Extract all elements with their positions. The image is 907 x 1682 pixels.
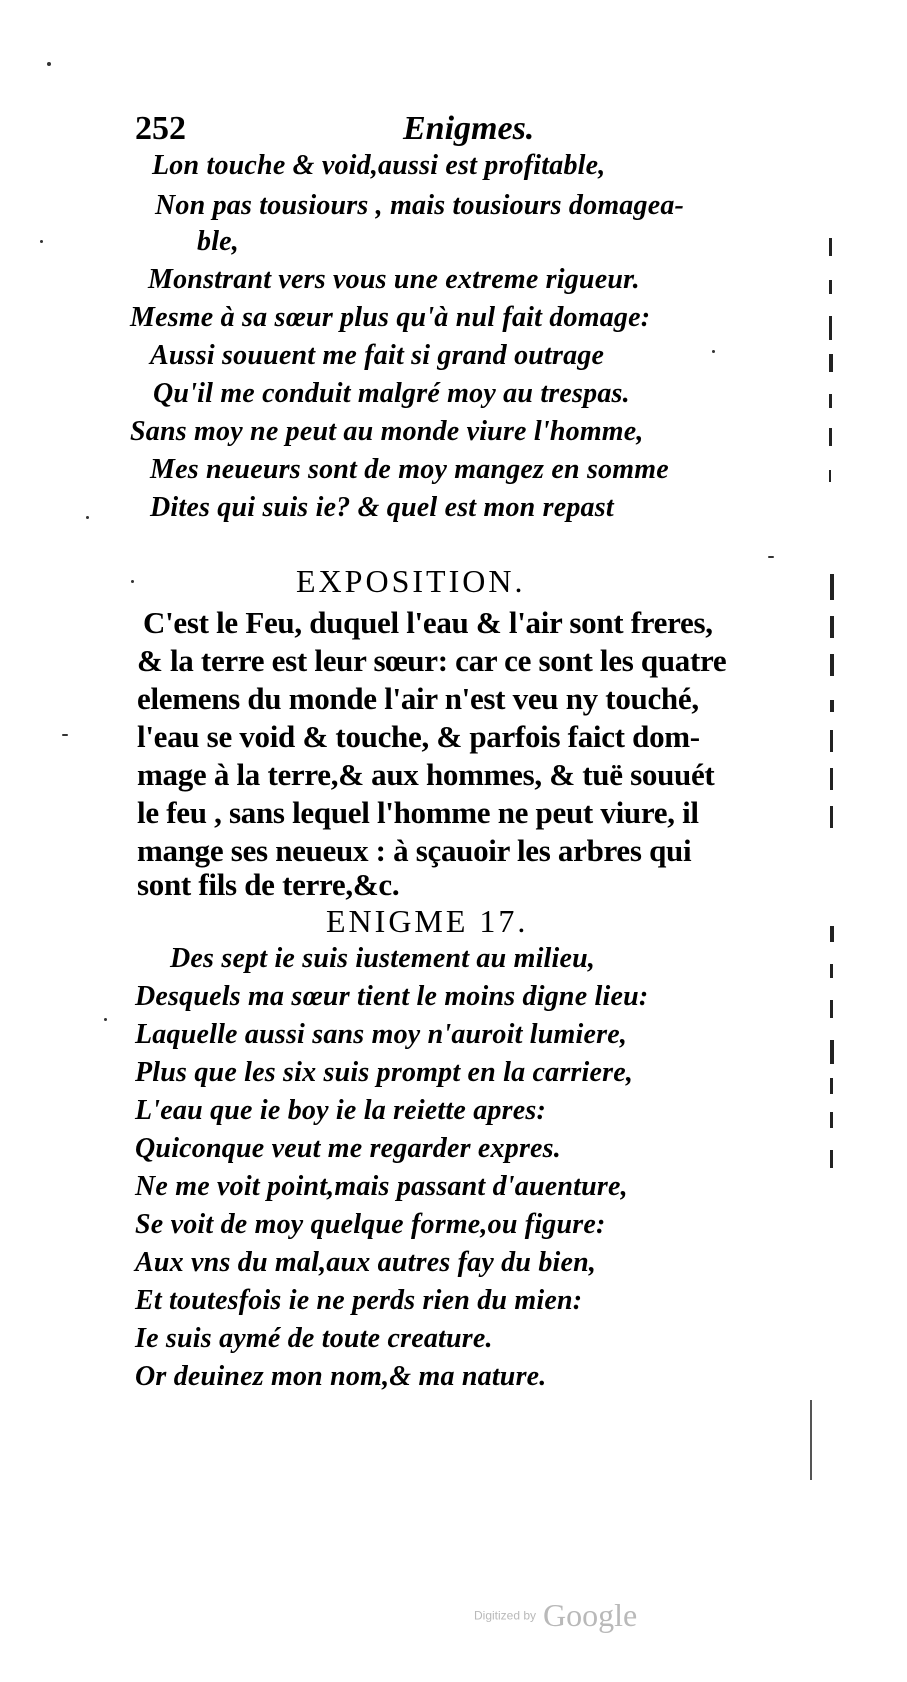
bleed-through-mark bbox=[830, 574, 834, 600]
verse-line: Et toutesfois ie ne perds rien du mien: bbox=[135, 1285, 583, 1316]
bleed-through-mark bbox=[829, 354, 833, 372]
bleed-through-mark bbox=[830, 1078, 833, 1094]
verse-line: Aussi souuent me fait si grand outrage bbox=[150, 340, 605, 371]
verse-line: Lon touche & void,aussi est profitable, bbox=[152, 150, 606, 181]
verse-line: Se voit de moy quelque forme,ou figure: bbox=[135, 1209, 606, 1240]
bleed-through-mark bbox=[830, 616, 834, 638]
verse-line: L'eau que ie boy ie la reiette apres: bbox=[135, 1095, 546, 1126]
prose-line: & la terre est leur sœur: car ce sont les quatre bbox=[137, 643, 727, 678]
bleed-through-mark bbox=[830, 730, 833, 752]
verse-line: Laquelle aussi sans moy n'auroit lumiere, bbox=[135, 1019, 628, 1050]
bleed-through-mark bbox=[829, 280, 832, 294]
verse-line: Monstrant vers vous une extreme rigueur. bbox=[148, 264, 640, 295]
dust-speck bbox=[86, 516, 89, 519]
verse-line: Plus que les six suis prompt en la carriere, bbox=[135, 1057, 634, 1088]
dust-speck bbox=[40, 240, 43, 243]
bleed-through-mark bbox=[829, 394, 832, 408]
running-title: Enigmes. bbox=[403, 110, 535, 147]
verse-line: Or deuinez mon nom,& ma nature. bbox=[135, 1361, 547, 1392]
enigme-heading: ENIGME 17. bbox=[326, 903, 529, 939]
prose-line: l'eau se void & touche, & parfois faict dom- bbox=[137, 719, 700, 754]
bleed-through-mark bbox=[830, 1040, 834, 1064]
prose-line: mage à la terre,& aux hommes, & tuë souuét bbox=[137, 757, 715, 792]
dust-speck bbox=[104, 1018, 107, 1021]
exposition-heading: EXPOSITION. bbox=[296, 563, 526, 599]
verse-line: Mes neueurs sont de moy mangez en somme bbox=[150, 454, 669, 485]
watermark-prefix: Digitized by bbox=[474, 1608, 537, 1623]
page-header bbox=[135, 110, 585, 150]
prose-line: C'est le Feu, duquel l'eau & l'air sont freres, bbox=[143, 605, 713, 640]
dust-speck bbox=[131, 580, 134, 583]
bleed-through-mark bbox=[830, 926, 834, 942]
bleed-through-mark bbox=[829, 238, 832, 256]
bleed-through-mark bbox=[830, 700, 834, 712]
bleed-through-mark bbox=[829, 316, 832, 340]
page-number: 252 bbox=[135, 110, 186, 147]
watermark-brand: Google bbox=[543, 1597, 638, 1633]
bleed-through-mark bbox=[830, 1000, 833, 1018]
bleed-through-mark bbox=[830, 806, 833, 828]
prose-line: sont fils de terre,&c. bbox=[137, 867, 400, 902]
verse-line: Sans moy ne peut au monde viure l'homme, bbox=[130, 416, 644, 447]
dust-speck bbox=[62, 734, 68, 736]
prose-line: mange ses neueux : à sçauoir les arbres qui bbox=[137, 833, 692, 868]
verse-line: Quiconque veut me regarder expres. bbox=[135, 1133, 561, 1164]
verse-line: Ne me voit point,mais passant d'auenture, bbox=[135, 1171, 628, 1202]
bleed-through-mark bbox=[829, 470, 831, 482]
bleed-through-mark bbox=[830, 964, 833, 978]
prose-line: elemens du monde l'air n'est veu ny touché, bbox=[137, 681, 699, 716]
digitization-watermark bbox=[474, 1597, 637, 1634]
verse-line: Ie suis aymé de toute creature. bbox=[135, 1323, 493, 1354]
bleed-through-mark bbox=[830, 1112, 833, 1128]
verse-line: Qu'il me conduit malgré moy au trespas. bbox=[153, 378, 630, 409]
bleed-through-mark bbox=[830, 768, 833, 790]
verse-line: Mesme à sa sœur plus qu'à nul fait domage: bbox=[130, 302, 651, 333]
verse-line: ble, bbox=[197, 226, 240, 257]
dust-speck bbox=[47, 62, 51, 66]
verse-line: Desquels ma sœur tient le moins digne lieu: bbox=[135, 981, 649, 1012]
dust-speck bbox=[712, 350, 715, 353]
dust-speck bbox=[768, 556, 774, 558]
verse-line: Non pas tousiours , mais tousiours domagea- bbox=[155, 190, 685, 221]
verse-line: Des sept ie suis iustement au milieu, bbox=[170, 943, 596, 974]
verse-line: Dites qui suis ie? & quel est mon repast bbox=[150, 492, 614, 523]
verse-line: Aux vns du mal,aux autres fay du bien, bbox=[135, 1247, 597, 1278]
bleed-through-mark bbox=[829, 428, 832, 446]
page-edge-line bbox=[810, 1400, 812, 1480]
bleed-through-mark bbox=[830, 654, 834, 676]
bleed-through-mark bbox=[830, 1150, 833, 1168]
prose-line: le feu , sans lequel l'homme ne peut viure, il bbox=[137, 795, 699, 830]
